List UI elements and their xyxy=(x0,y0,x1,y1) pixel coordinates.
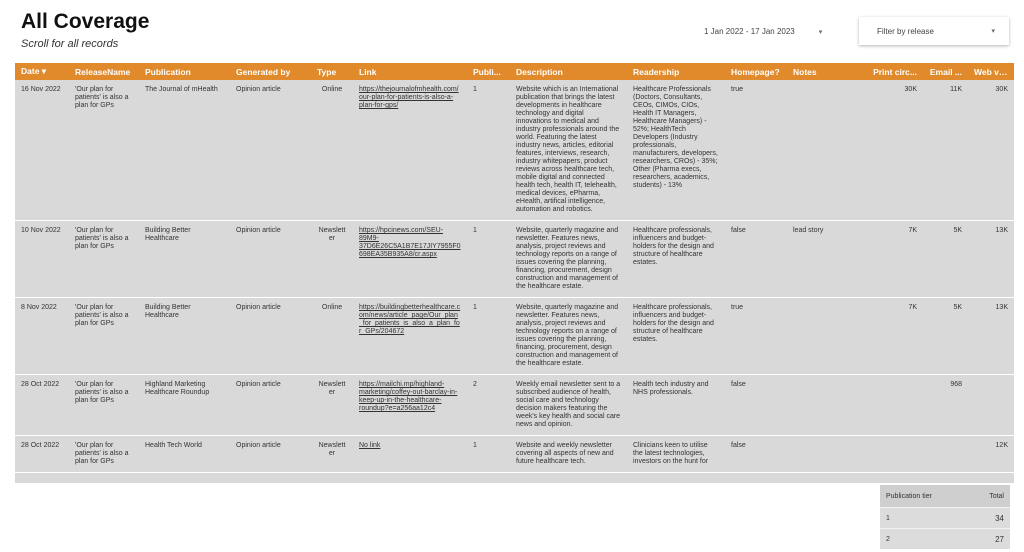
cell-notes xyxy=(787,80,861,221)
cell-description: Website, quarterly magazine and newsletter. Features news, analysis, project reviews and technology reports on a range of issues covering the planning, financing, procurement, design construction and management of the healthcare estate. xyxy=(510,298,627,375)
total-header-label[interactable]: Total xyxy=(989,492,1004,500)
cell-publication: Highland Marketing Healthcare Roundup xyxy=(139,375,230,436)
cell-link xyxy=(353,375,467,436)
tier-total: 27 xyxy=(995,534,1004,544)
cell-notes xyxy=(787,375,861,436)
coverage-link[interactable]: No link xyxy=(359,442,381,449)
cell-readership: Healthcare professionals, influencers and budget-holders for the design and structure of healthcare estates. xyxy=(627,298,725,375)
cell-date: 28 Oct 2022 xyxy=(15,375,69,436)
cell-type: Online xyxy=(311,298,353,375)
col-header-publication[interactable]: Publication xyxy=(139,63,230,80)
cell-type: Newsletter xyxy=(311,375,353,436)
cell-date: 28 Oct 2022 xyxy=(15,436,69,473)
col-header-web-visits[interactable]: Web vi... xyxy=(968,63,1014,80)
page-title: All Coverage xyxy=(21,10,150,33)
cell-type: Newsletter xyxy=(311,221,353,298)
cell-link xyxy=(353,436,467,473)
tier-table-row xyxy=(880,507,1010,528)
cell-homepage: true xyxy=(725,298,787,375)
cell-web-visits: 13K xyxy=(968,298,1014,375)
cell-link xyxy=(353,298,467,375)
col-header-date[interactable]: Date ▾ xyxy=(15,63,69,80)
col-header-notes[interactable]: Notes xyxy=(787,63,861,80)
page-subtitle: Scroll for all records xyxy=(21,38,119,50)
cell-web-visits xyxy=(968,375,1014,436)
date-range-value: 1 Jan 2022 - 17 Jan 2023 xyxy=(704,27,795,36)
cell-publication: Building Better Healthcare xyxy=(139,298,230,375)
cell-date: 8 Nov 2022 xyxy=(15,298,69,375)
cell-publication-tier: 1 xyxy=(467,221,510,298)
cell-homepage: false xyxy=(725,375,787,436)
tier-value: 2 xyxy=(886,535,890,543)
cell-web-visits: 13K xyxy=(968,221,1014,298)
col-header-email[interactable]: Email ... xyxy=(923,63,968,80)
cell-publication-tier: 2 xyxy=(467,375,510,436)
col-header-generated-by[interactable]: Generated by xyxy=(230,63,311,80)
cell-description: Website which is an International publication that brings the latest developments in healthcare technology and digital innovations to medical and industry professionals around the world. Featuring the latest industry news, articles, editorial features, interviews, research, industry whitepapers, product reviews across healthcare tech, mobile digital and connected health tech, health IT, telehealth, medical devices, ePharma, eHealth, artifical intelligence, automation and robotics. xyxy=(510,80,627,221)
cell-print-circulation xyxy=(861,375,923,436)
coverage-table xyxy=(15,63,1014,473)
chevron-down-icon: ▾ xyxy=(818,28,823,36)
release-filter-dropdown[interactable] xyxy=(859,17,1009,45)
cell-type: Online xyxy=(311,80,353,221)
cell-publication-tier: 1 xyxy=(467,298,510,375)
chevron-down-icon: ▾ xyxy=(991,28,995,35)
coverage-link[interactable]: https://buildingbetterhealthcare.com/news/article_page/Our_plan_for_patients_is_also_a_plan_for_GPs/204672 xyxy=(359,304,461,335)
cell-email: 5K xyxy=(923,221,968,298)
cell-release-name: 'Our plan for patients' is also a plan for GPs xyxy=(69,221,139,298)
cell-link xyxy=(353,80,467,221)
cell-date: 16 Nov 2022 xyxy=(15,80,69,221)
coverage-link[interactable]: https://mailchi.mp/highland-marketing/coffey-out-barclay-in-keep-up-in-the-healthcare-roundup?e=a256aa12c4 xyxy=(359,381,458,412)
cell-description: Weekly email newsletter sent to a subscribed audience of health, social care and technology decision makers featuring the week's key health and social care news and opinion. xyxy=(510,375,627,436)
cell-link xyxy=(353,221,467,298)
cell-print-circulation: 7K xyxy=(861,298,923,375)
table-row xyxy=(15,375,1014,436)
cell-print-circulation xyxy=(861,436,923,473)
publication-tier-table xyxy=(880,485,1010,549)
cell-date: 10 Nov 2022 xyxy=(15,221,69,298)
cell-release-name: 'Our plan for patients' is also a plan for GPs xyxy=(69,298,139,375)
tier-table-row xyxy=(880,528,1010,549)
cell-generated-by: Opinion article xyxy=(230,80,311,221)
release-filter-label: Filter by release xyxy=(877,26,934,36)
cell-description: Website, quarterly magazine and newsletter. Features news, analysis, project reviews and technology reports on a range of issues covering the planning, financing, procurement, design construction and management of the healthcare estate. xyxy=(510,221,627,298)
cell-web-visits: 12K xyxy=(968,436,1014,473)
cell-homepage: false xyxy=(725,221,787,298)
cell-generated-by: Opinion article xyxy=(230,298,311,375)
cell-notes xyxy=(787,436,861,473)
table-row xyxy=(15,298,1014,375)
table-header-row xyxy=(15,63,1014,80)
cell-web-visits: 30K xyxy=(968,80,1014,221)
cell-readership: Healthcare Professionals (Doctors, Consultants, CEOs, CIMOs, CIOs, Health IT Managers, Healthcare Managers) - 52%; HealthTech Developers (Industry professionals, manufacturers, developers, researchers, CROs) - 35%; Other (Pharma execs, researchers, academics, students) - 13% xyxy=(627,80,725,221)
cell-publication: The Journal of mHealth xyxy=(139,80,230,221)
cell-type: Newsletter xyxy=(311,436,353,473)
tier-header-label[interactable]: Publication tier xyxy=(886,492,932,500)
cell-notes xyxy=(787,298,861,375)
col-header-description[interactable]: Description xyxy=(510,63,627,80)
cell-readership: Clinicians keen to utilise the latest technologies, investors on the hunt for xyxy=(627,436,725,473)
cell-generated-by: Opinion article xyxy=(230,375,311,436)
table-row xyxy=(15,221,1014,298)
coverage-table-container[interactable] xyxy=(15,63,1014,483)
cell-readership: Healthcare professionals, influencers and budget-holders for the design and structure of healthcare estates. xyxy=(627,221,725,298)
col-header-link[interactable]: Link xyxy=(353,63,467,80)
tier-table-header xyxy=(880,485,1010,507)
coverage-link[interactable]: https://hpcinews.com/SEU-89M9-37D6E26C5A1B7E17JIY7955F0698EA35B935A8/cr.aspx xyxy=(359,227,461,258)
col-header-readership[interactable]: Readership xyxy=(627,63,725,80)
coverage-link[interactable]: https://thejournalofmhealth.com/our-plan-for-patients-is-also-a-plan-for-gps/ xyxy=(359,86,459,109)
cell-homepage: false xyxy=(725,436,787,473)
cell-generated-by: Opinion article xyxy=(230,221,311,298)
cell-email: 11K xyxy=(923,80,968,221)
cell-homepage: true xyxy=(725,80,787,221)
col-header-publication-tier[interactable]: Publi... xyxy=(467,63,510,80)
date-range-picker[interactable] xyxy=(704,27,822,36)
col-header-print-circulation[interactable]: Print circ... xyxy=(861,63,923,80)
cell-publication: Health Tech World xyxy=(139,436,230,473)
cell-publication-tier: 1 xyxy=(467,436,510,473)
cell-release-name: 'Our plan for patients' is also a plan for GPs xyxy=(69,436,139,473)
cell-publication-tier: 1 xyxy=(467,80,510,221)
cell-publication: Building Better Healthcare xyxy=(139,221,230,298)
cell-notes: lead story xyxy=(787,221,861,298)
col-header-homepage[interactable]: Homepage? xyxy=(725,63,787,80)
cell-email: 5K xyxy=(923,298,968,375)
cell-generated-by: Opinion article xyxy=(230,436,311,473)
cell-email: 968 xyxy=(923,375,968,436)
cell-print-circulation: 30K xyxy=(861,80,923,221)
tier-value: 1 xyxy=(886,514,890,522)
cell-release-name: 'Our plan for patients' is also a plan for GPs xyxy=(69,375,139,436)
table-row xyxy=(15,80,1014,221)
cell-description: Website and weekly newsletter covering all aspects of new and future healthcare tech. xyxy=(510,436,627,473)
col-header-release-name[interactable]: ReleaseName xyxy=(69,63,139,80)
col-header-type[interactable]: Type xyxy=(311,63,353,80)
tier-total: 34 xyxy=(995,513,1004,523)
cell-print-circulation: 7K xyxy=(861,221,923,298)
table-row xyxy=(15,436,1014,473)
cell-readership: Health tech industry and NHS professionals. xyxy=(627,375,725,436)
cell-email xyxy=(923,436,968,473)
cell-release-name: 'Our plan for patients' is also a plan for GPs xyxy=(69,80,139,221)
